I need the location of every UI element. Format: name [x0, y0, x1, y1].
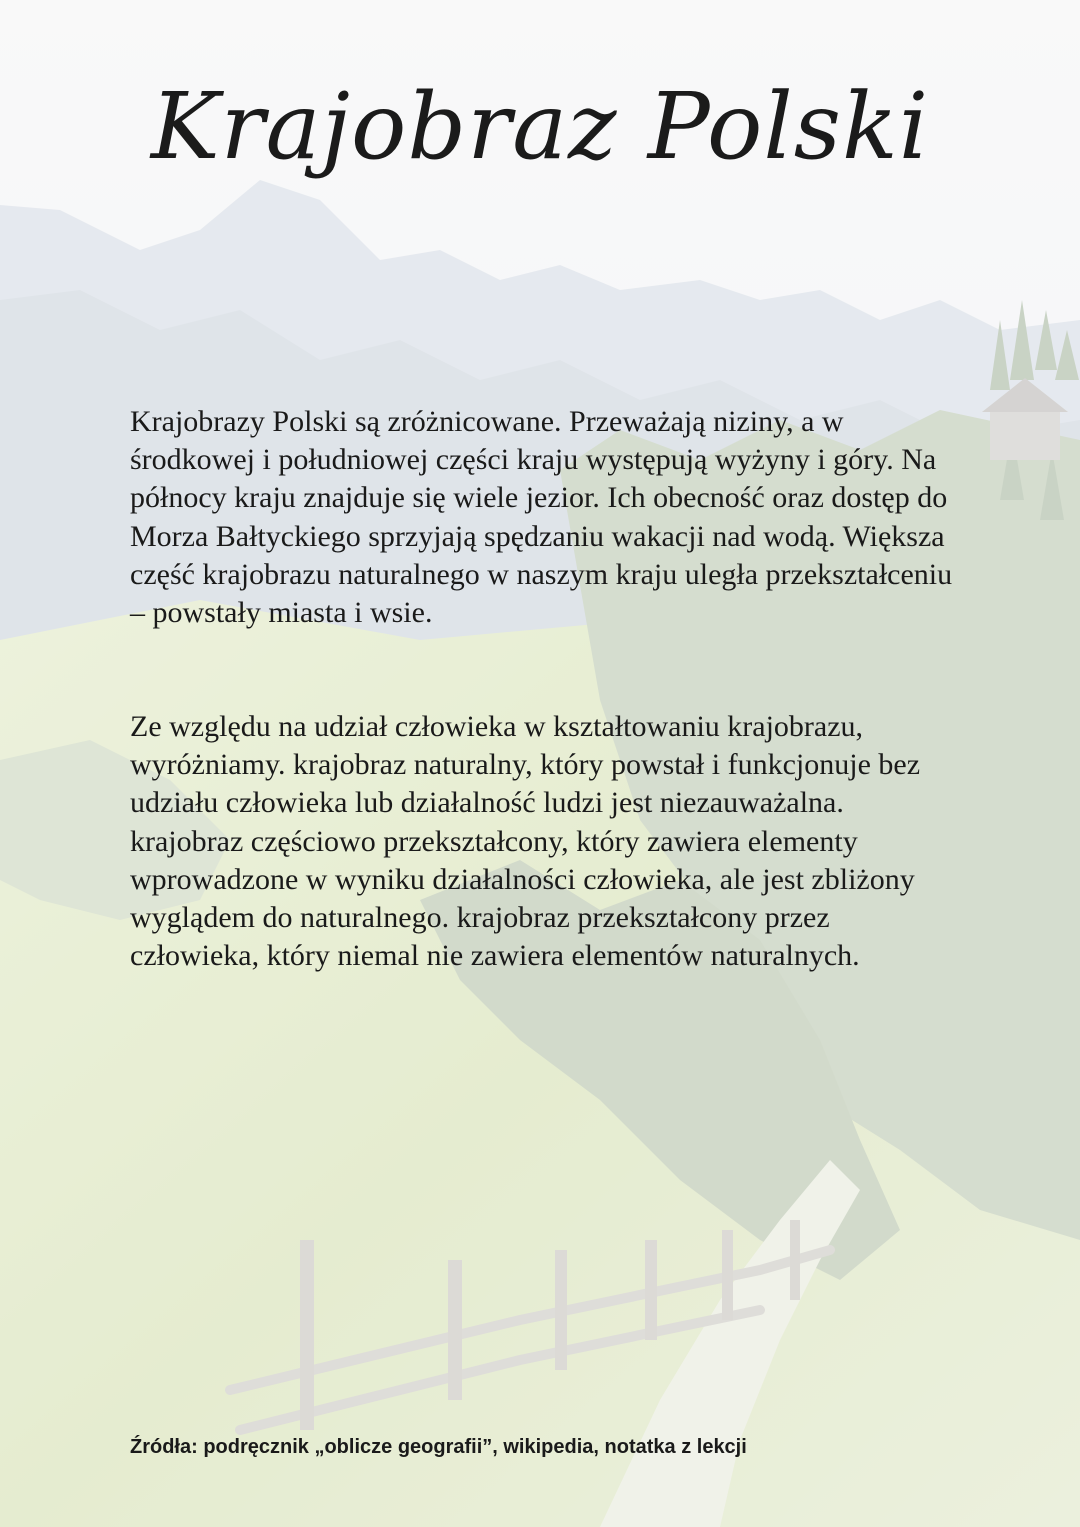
- paragraph-landscape-types: Ze względu na udział człowieka w kształtowaniu krajobrazu, wyróżniamy. krajobraz naturalny, który powstał i funkcjonuje bez udziału człowieka lub działalność ludzi jest niezauważalna. krajobraz częściowo przekształcony, który zawiera elementy wprowadzone w wyniku działalności człowieka, ale jest zbliżony wyglądem do naturalnego. krajobraz przekształcony przez człowieka, który niemal nie zawiera elementów naturalnych.: [130, 710, 921, 973]
- sources-note: Źródła: podręcznik „oblicze geografii”, wikipedia, notatka z lekcji: [130, 1436, 747, 1458]
- paragraph-intro: Krajobrazy Polski są zróżnicowane. Przeważają niziny, a w środkowej i południowej części kraju występują wyżyny i góry. Na północy kraju znajduje się wiele jezior. Ich obecność oraz dostęp do Morza Bałtyckiego sprzyjają spędzaniu wakacji nad wodą. Większa część krajobrazu naturalnego w naszym kraju uległa przekształceniu – powstały miasta i wsie.: [130, 405, 953, 630]
- page-title: Krajobraz Polski: [150, 73, 930, 180]
